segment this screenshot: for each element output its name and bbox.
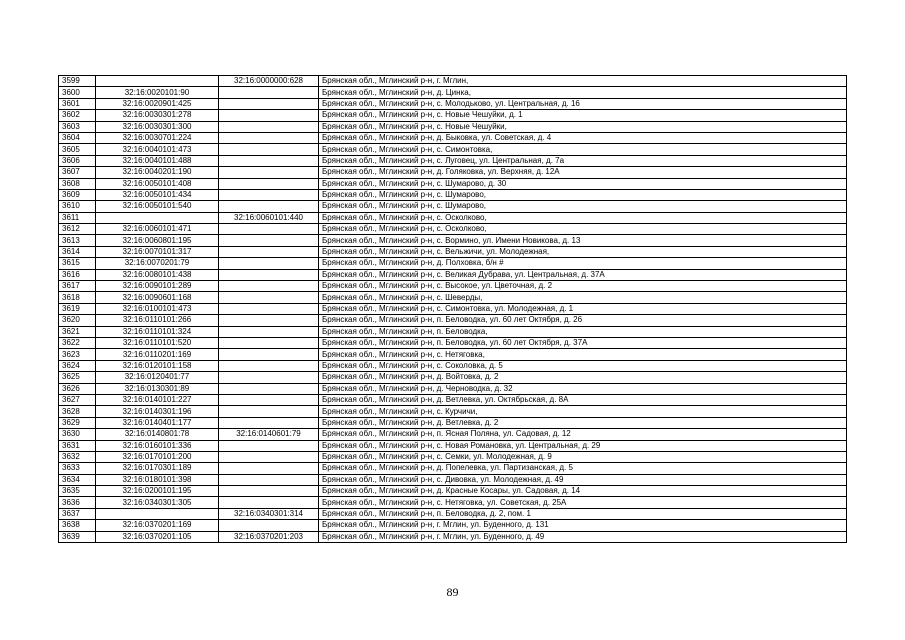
cadastral-number-cell: 32:16:0050101:540 [96,201,219,212]
second-cadastral-number-cell [219,189,319,200]
address-cell: Брянская обл., Мглинский р-н, с. Шумарово, [319,189,847,200]
second-cadastral-number-cell [219,372,319,383]
address-cell: Брянская обл., Мглинский р-н, с. Вормино, ул. Имени Новикова, д. 13 [319,235,847,246]
row-number-cell: 3635 [59,486,96,497]
second-cadastral-number-cell [219,451,319,462]
second-cadastral-number-cell: 32:16:0140601:79 [219,429,319,440]
second-cadastral-number-cell [219,337,319,348]
row-number-cell: 3603 [59,121,96,132]
address-cell: Брянская обл., Мглинский р-н, г. Мглин, [319,76,847,87]
row-number-cell: 3618 [59,292,96,303]
address-cell: Брянская обл., Мглинский р-н, с. Осколково, [319,224,847,235]
second-cadastral-number-cell [219,224,319,235]
second-cadastral-number-cell: 32:16:0370201:203 [219,531,319,542]
address-cell: Брянская обл., Мглинский р-н, с. Семки, ул. Молодежная, д. 9 [319,451,847,462]
table-row [59,235,847,246]
table-row [59,132,847,143]
table-row [59,292,847,303]
address-cell: Брянская обл., Мглинский р-н, с. Шумарово, [319,201,847,212]
row-number-cell: 3606 [59,155,96,166]
cadastral-number-cell: 32:16:0140801:78 [96,429,219,440]
cadastral-number-cell: 32:16:0370201:105 [96,531,219,542]
table-row [59,212,847,223]
table-row [59,429,847,440]
cadastral-number-cell: 32:16:0030701:224 [96,132,219,143]
table-row [59,520,847,531]
table-row [59,417,847,428]
second-cadastral-number-cell [219,440,319,451]
table-row [59,486,847,497]
cadastral-number-cell [96,76,219,87]
address-cell: Брянская обл., Мглинский р-н, г. Мглин, ул. Буденного, д. 131 [319,520,847,531]
table-row [59,258,847,269]
row-number-cell: 3619 [59,303,96,314]
table-row [59,281,847,292]
table-row [59,315,847,326]
cadastral-number-cell: 32:16:0170101:200 [96,451,219,462]
address-cell: Брянская обл., Мглинский р-н, п. Беловодка, ул. 60 лет Октября, д. 37А [319,337,847,348]
cadastral-number-cell: 32:16:0180101:398 [96,474,219,485]
cadastral-number-cell: 32:16:0020901:425 [96,98,219,109]
cadastral-number-cell [96,212,219,223]
row-number-cell: 3617 [59,281,96,292]
second-cadastral-number-cell [219,292,319,303]
table-row [59,121,847,132]
address-cell: Брянская обл., Мглинский р-н, д. Попелевка, ул. Партизанская, д. 5 [319,463,847,474]
second-cadastral-number-cell [219,474,319,485]
cadastral-number-cell: 32:16:0110101:520 [96,337,219,348]
row-number-cell: 3600 [59,87,96,98]
cadastral-number-cell: 32:16:0070101:317 [96,246,219,257]
second-cadastral-number-cell [219,520,319,531]
row-number-cell: 3610 [59,201,96,212]
second-cadastral-number-cell [219,349,319,360]
property-table [58,75,847,543]
row-number-cell: 3612 [59,224,96,235]
address-cell: Брянская обл., Мглинский р-н, с. Нетяговка, ул. Советская, д. 25А [319,497,847,508]
row-number-cell: 3607 [59,167,96,178]
row-number-cell: 3631 [59,440,96,451]
second-cadastral-number-cell [219,258,319,269]
address-cell: Брянская обл., Мглинский р-н, п. Ясная Поляна, ул. Садовая, д. 12 [319,429,847,440]
table-row [59,440,847,451]
address-cell: Брянская обл., Мглинский р-н, д. Ветлевка, д. 2 [319,417,847,428]
table-row [59,76,847,87]
second-cadastral-number-cell [219,486,319,497]
cadastral-number-cell: 32:16:0130301:89 [96,383,219,394]
second-cadastral-number-cell [219,178,319,189]
cadastral-number-cell: 32:16:0340301:305 [96,497,219,508]
second-cadastral-number-cell [219,383,319,394]
address-cell: Брянская обл., Мглинский р-н, с. Новые Чешуйки, [319,121,847,132]
address-cell: Брянская обл., Мглинский р-н, г. Мглин, ул. Буденного, д. 49 [319,531,847,542]
address-cell: Брянская обл., Мглинский р-н, с. Шеверды, [319,292,847,303]
row-number-cell: 3624 [59,360,96,371]
page-number: 89 [446,585,459,599]
table-row [59,110,847,121]
cadastral-number-cell: 32:16:0160101:336 [96,440,219,451]
address-cell: Брянская обл., Мглинский р-н, с. Соколовка, д. 5 [319,360,847,371]
address-cell: Брянская обл., Мглинский р-н, с. Нетяговка, [319,349,847,360]
table-row [59,224,847,235]
address-cell: Брянская обл., Мглинский р-н, с. Шумарово, д. 30 [319,178,847,189]
cadastral-number-cell: 32:16:0110201:169 [96,349,219,360]
cadastral-number-cell: 32:16:0040101:488 [96,155,219,166]
second-cadastral-number-cell [219,246,319,257]
cadastral-number-cell: 32:16:0030301:278 [96,110,219,121]
address-cell: Брянская обл., Мглинский р-н, с. Симонтовка, ул. Молодежная, д. 1 [319,303,847,314]
cadastral-number-cell: 32:16:0050101:434 [96,189,219,200]
table-row [59,497,847,508]
table-row [59,246,847,257]
cadastral-number-cell: 32:16:0080101:438 [96,269,219,280]
second-cadastral-number-cell [219,315,319,326]
address-cell: Брянская обл., Мглинский р-н, д. Войтовка, д. 2 [319,372,847,383]
cadastral-number-cell: 32:16:0140301:196 [96,406,219,417]
cadastral-number-cell: 32:16:0070201:79 [96,258,219,269]
second-cadastral-number-cell [219,110,319,121]
row-number-cell: 3608 [59,178,96,189]
address-cell: Брянская обл., Мглинский р-н, с. Осколково, [319,212,847,223]
table-row [59,394,847,405]
row-number-cell: 3616 [59,269,96,280]
second-cadastral-number-cell [219,303,319,314]
row-number-cell: 3613 [59,235,96,246]
second-cadastral-number-cell: 32:16:0060101:440 [219,212,319,223]
cadastral-number-cell: 32:16:0090601:168 [96,292,219,303]
address-cell: Брянская обл., Мглинский р-н, с. Дивовка, ул. Молодежная, д. 49 [319,474,847,485]
second-cadastral-number-cell: 32:16:0340301:314 [219,508,319,519]
second-cadastral-number-cell [219,326,319,337]
address-cell: Брянская обл., Мглинский р-н, с. Новая Романовка, ул. Центральная, д. 29 [319,440,847,451]
cadastral-number-cell: 32:16:0120101:158 [96,360,219,371]
table-row [59,167,847,178]
table-row [59,360,847,371]
cadastral-number-cell: 32:16:0110101:324 [96,326,219,337]
cadastral-number-cell [96,508,219,519]
cadastral-number-cell: 32:16:0060101:471 [96,224,219,235]
row-number-cell: 3627 [59,394,96,405]
table-row [59,406,847,417]
table-row [59,531,847,542]
second-cadastral-number-cell [219,121,319,132]
cadastral-number-cell: 32:16:0090101:289 [96,281,219,292]
second-cadastral-number-cell [219,360,319,371]
address-cell: Брянская обл., Мглинский р-н, с. Великая Дубрава, ул. Центральная, д. 37А [319,269,847,280]
row-number-cell: 3621 [59,326,96,337]
row-number-cell: 3620 [59,315,96,326]
cadastral-number-cell: 32:16:0040101:473 [96,144,219,155]
second-cadastral-number-cell [219,269,319,280]
row-number-cell: 3632 [59,451,96,462]
second-cadastral-number-cell [219,281,319,292]
address-cell: Брянская обл., Мглинский р-н, с. Луговец, ул. Центральная, д. 7а [319,155,847,166]
table-row [59,98,847,109]
table-row [59,372,847,383]
row-number-cell: 3609 [59,189,96,200]
table-row [59,451,847,462]
cadastral-number-cell: 32:16:0050101:408 [96,178,219,189]
row-number-cell: 3626 [59,383,96,394]
table-row [59,87,847,98]
table-row [59,337,847,348]
cadastral-number-cell: 32:16:0020101:90 [96,87,219,98]
row-number-cell: 3636 [59,497,96,508]
address-cell: Брянская обл., Мглинский р-н, с. Симонтовка, [319,144,847,155]
address-cell: Брянская обл., Мглинский р-н, п. Беловодка, д. 2, пом. 1 [319,508,847,519]
second-cadastral-number-cell: 32:16:0000000:628 [219,76,319,87]
address-cell: Брянская обл., Мглинский р-н, д. Голяковка, ул. Верхняя, д. 12А [319,167,847,178]
cadastral-number-cell: 32:16:0120401:77 [96,372,219,383]
row-number-cell: 3625 [59,372,96,383]
cadastral-number-cell: 32:16:0030301:300 [96,121,219,132]
cadastral-number-cell: 32:16:0100101:473 [96,303,219,314]
address-cell: Брянская обл., Мглинский р-н, д. Черноводка, д. 32 [319,383,847,394]
address-cell: Брянская обл., Мглинский р-н, с. Курчичи, [319,406,847,417]
cadastral-number-cell: 32:16:0370201:169 [96,520,219,531]
row-number-cell: 3637 [59,508,96,519]
row-number-cell: 3628 [59,406,96,417]
second-cadastral-number-cell [219,155,319,166]
row-number-cell: 3602 [59,110,96,121]
second-cadastral-number-cell [219,132,319,143]
table-row [59,178,847,189]
row-number-cell: 3614 [59,246,96,257]
address-cell: Брянская обл., Мглинский р-н, с. Вельжичи, ул. Молодежная, [319,246,847,257]
table-row [59,474,847,485]
table-row [59,189,847,200]
second-cadastral-number-cell [219,167,319,178]
table-row [59,508,847,519]
table-row [59,269,847,280]
table-row [59,201,847,212]
address-cell: Брянская обл., Мглинский р-н, д. Быковка, ул. Советская, д. 4 [319,132,847,143]
row-number-cell: 3638 [59,520,96,531]
row-number-cell: 3611 [59,212,96,223]
table-row [59,349,847,360]
row-number-cell: 3599 [59,76,96,87]
address-cell: Брянская обл., Мглинский р-н, с. Новые Чешуйки, д. 1 [319,110,847,121]
cadastral-number-cell: 32:16:0040201:190 [96,167,219,178]
table-row [59,326,847,337]
cadastral-number-cell: 32:16:0140101:227 [96,394,219,405]
second-cadastral-number-cell [219,417,319,428]
second-cadastral-number-cell [219,201,319,212]
row-number-cell: 3623 [59,349,96,360]
row-number-cell: 3622 [59,337,96,348]
address-cell: Брянская обл., Мглинский р-н, д. Ветлевка, ул. Октябрьская, д. 8А [319,394,847,405]
table-row [59,383,847,394]
table-row [59,144,847,155]
second-cadastral-number-cell [219,144,319,155]
row-number-cell: 3601 [59,98,96,109]
address-cell: Брянская обл., Мглинский р-н, п. Беловодка, ул. 60 лет Октября, д. 26 [319,315,847,326]
second-cadastral-number-cell [219,394,319,405]
cadastral-number-cell: 32:16:0060801:195 [96,235,219,246]
address-cell: Брянская обл., Мглинский р-н, д. Цинка, [319,87,847,98]
second-cadastral-number-cell [219,497,319,508]
table-row [59,155,847,166]
address-cell: Брянская обл., Мглинский р-н, д. Красные Косары, ул. Садовая, д. 14 [319,486,847,497]
table-row [59,463,847,474]
cadastral-number-cell: 32:16:0200101:195 [96,486,219,497]
row-number-cell: 3630 [59,429,96,440]
table-body [59,76,847,543]
row-number-cell: 3615 [59,258,96,269]
row-number-cell: 3605 [59,144,96,155]
row-number-cell: 3633 [59,463,96,474]
row-number-cell: 3604 [59,132,96,143]
address-cell: Брянская обл., Мглинский р-н, с. Молодьково, ул. Центральная, д. 16 [319,98,847,109]
row-number-cell: 3639 [59,531,96,542]
second-cadastral-number-cell [219,406,319,417]
address-cell: Брянская обл., Мглинский р-н, с. Высокое, ул. Цветочная, д. 2 [319,281,847,292]
row-number-cell: 3629 [59,417,96,428]
second-cadastral-number-cell [219,87,319,98]
cadastral-number-cell: 32:16:0140401:177 [96,417,219,428]
second-cadastral-number-cell [219,98,319,109]
row-number-cell: 3634 [59,474,96,485]
address-cell: Брянская обл., Мглинский р-н, д. Полховка, б/н # [319,258,847,269]
second-cadastral-number-cell [219,463,319,474]
cadastral-number-cell: 32:16:0170301:189 [96,463,219,474]
second-cadastral-number-cell [219,235,319,246]
table-row [59,303,847,314]
address-cell: Брянская обл., Мглинский р-н, п. Беловодка, [319,326,847,337]
cadastral-number-cell: 32:16:0110101:266 [96,315,219,326]
